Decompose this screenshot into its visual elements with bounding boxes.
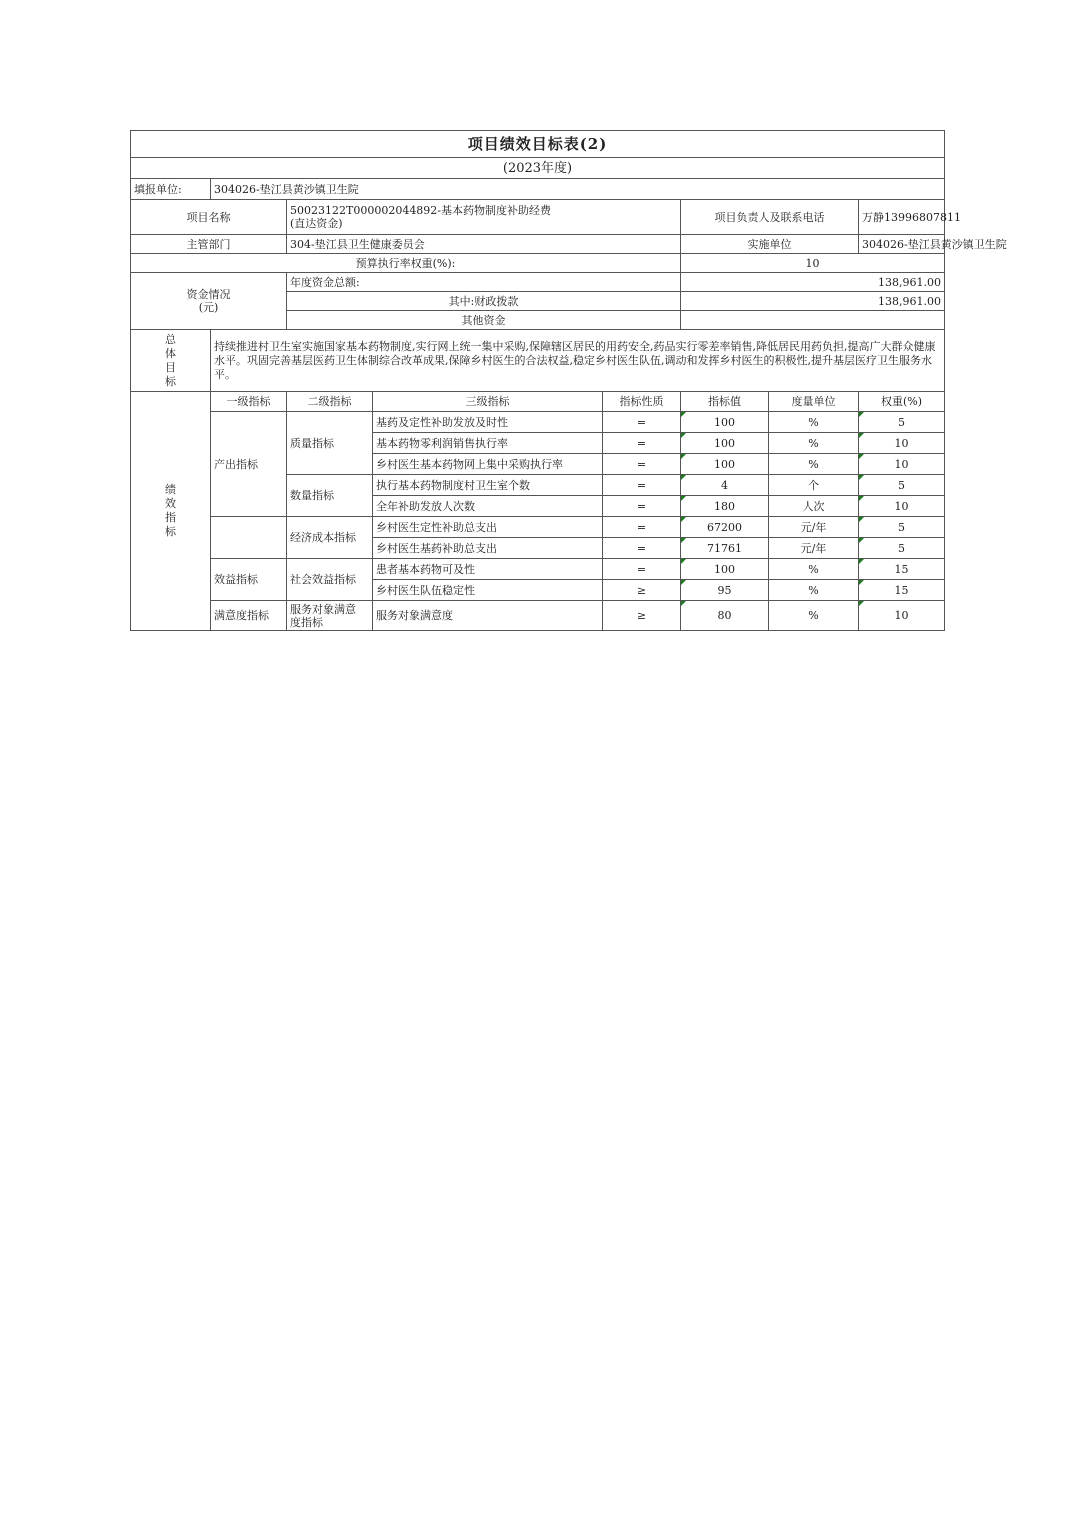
level2-quantity: 数量指标 — [287, 475, 373, 517]
indicator-name: 患者基本药物可及性 — [373, 559, 603, 580]
indicator-nature: = — [603, 517, 681, 538]
indicator-name: 乡村医生定性补助总支出 — [373, 517, 603, 538]
funds-label — [131, 273, 287, 330]
overall-goal-text: 持续推进村卫生室实施国家基本药物制度,实行网上统一集中采购,保障辖区居民的用药安全,药品实行零差率销售,降低居民用药负担,提高广大群众健康水平。巩固完善基层医药卫生体制综合改革成果,保障乡村医生的合法权益,稳定乡村医生队伍,调动和发挥乡村医生的积极性,提升基层医疗卫生服务水平。 — [211, 330, 945, 392]
overall-goal-label: 总体目标 — [131, 330, 211, 392]
indicator-value: 71761 — [681, 538, 769, 559]
indicator-unit: 元/年 — [769, 517, 859, 538]
budget-weight-value: 10 — [681, 254, 945, 273]
dept-label: 主管部门 — [131, 235, 287, 254]
level1-satisfaction: 满意度指标 — [211, 601, 287, 631]
indicator-weight: 5 — [859, 517, 945, 538]
indicator-value: 180 — [681, 496, 769, 517]
funds-other-label: 其他资金 — [287, 311, 681, 330]
filler-label: 填报单位: — [131, 179, 211, 200]
table-year: (2023年度) — [131, 158, 945, 179]
indicator-weight: 10 — [859, 454, 945, 475]
contact-value: 万静13996807811 — [859, 200, 945, 235]
filler-value: 304026-垫江县黄沙镇卫生院 — [211, 179, 945, 200]
indicator-value: 100 — [681, 454, 769, 475]
perf-label: 绩效指标 — [131, 392, 211, 631]
level1-benefit: 效益指标 — [211, 559, 287, 601]
impl-unit-value: 304026-垫江县黄沙镇卫生院 — [859, 235, 945, 254]
table-row — [131, 412, 945, 433]
indicator-unit: 元/年 — [769, 538, 859, 559]
funds-total-label: 年度资金总额: — [287, 273, 681, 292]
indicator-name: 执行基本药物制度村卫生室个数 — [373, 475, 603, 496]
indicator-unit: % — [769, 580, 859, 601]
table-row — [131, 601, 945, 631]
indicator-value: 4 — [681, 475, 769, 496]
level1-output: 产出指标 — [211, 412, 287, 517]
indicator-value: 80 — [681, 601, 769, 631]
project-name-line2: (直达资金) — [290, 217, 343, 230]
header-unit: 度量单位 — [769, 392, 859, 412]
level2-service — [287, 601, 373, 631]
indicator-unit: 个 — [769, 475, 859, 496]
indicator-value: 67200 — [681, 517, 769, 538]
project-name-line1: 50023122T000002044892-基本药物制度补助经费 — [290, 204, 552, 217]
indicator-name: 服务对象满意度 — [373, 601, 603, 631]
indicator-value: 100 — [681, 559, 769, 580]
impl-unit-label: 实施单位 — [681, 235, 859, 254]
funds-total-value: 138,961.00 — [681, 273, 945, 292]
funds-fiscal-label: 其中:财政拨款 — [287, 292, 681, 311]
indicator-name: 乡村医生基本药物网上集中采购执行率 — [373, 454, 603, 475]
performance-goal-sheet — [130, 130, 1007, 631]
header-level1: 一级指标 — [211, 392, 287, 412]
indicator-weight: 15 — [859, 580, 945, 601]
indicator-weight: 5 — [859, 412, 945, 433]
indicator-unit: % — [769, 601, 859, 631]
performance-table — [130, 130, 1007, 631]
level2-service-line2: 度指标 — [290, 615, 323, 629]
indicator-unit: % — [769, 454, 859, 475]
indicator-weight: 10 — [859, 433, 945, 454]
level2-service-line1: 服务对象满意 — [290, 602, 356, 616]
indicator-nature: = — [603, 475, 681, 496]
header-value: 指标值 — [681, 392, 769, 412]
indicator-unit: % — [769, 559, 859, 580]
indicator-unit: % — [769, 412, 859, 433]
indicator-nature: ≥ — [603, 580, 681, 601]
indicator-nature: = — [603, 559, 681, 580]
indicator-unit: 人次 — [769, 496, 859, 517]
indicator-nature: = — [603, 412, 681, 433]
contact-label: 项目负责人及联系电话 — [681, 200, 859, 235]
funds-label-line1: 资金情况 — [186, 288, 231, 301]
project-name-label: 项目名称 — [131, 200, 287, 235]
funds-other-value — [681, 311, 945, 330]
table-title: 项目绩效目标表(2) — [131, 131, 945, 158]
indicator-value: 100 — [681, 433, 769, 454]
header-nature: 指标性质 — [603, 392, 681, 412]
header-level3: 三级指标 — [373, 392, 603, 412]
indicator-weight: 5 — [859, 475, 945, 496]
level2-social: 社会效益指标 — [287, 559, 373, 601]
header-level2: 二级指标 — [287, 392, 373, 412]
indicator-weight: 10 — [859, 601, 945, 631]
indicator-name: 基本药物零利润销售执行率 — [373, 433, 603, 454]
funds-label-line2: (元) — [198, 301, 219, 314]
level2-economic: 经济成本指标 — [287, 517, 373, 559]
level1-empty — [211, 517, 287, 559]
table-row — [131, 517, 945, 538]
indicator-nature: = — [603, 538, 681, 559]
indicator-value: 95 — [681, 580, 769, 601]
indicator-weight: 5 — [859, 538, 945, 559]
funds-fiscal-value: 138,961.00 — [681, 292, 945, 311]
indicator-name: 乡村医生队伍稳定性 — [373, 580, 603, 601]
indicator-weight: 15 — [859, 559, 945, 580]
indicator-value: 100 — [681, 412, 769, 433]
level2-quality: 质量指标 — [287, 412, 373, 475]
indicator-nature: = — [603, 454, 681, 475]
indicator-weight: 10 — [859, 496, 945, 517]
project-name-value — [287, 200, 681, 235]
budget-weight-label: 预算执行率权重(%): — [131, 254, 681, 273]
indicator-nature: = — [603, 496, 681, 517]
dept-value: 304-垫江县卫生健康委员会 — [287, 235, 681, 254]
indicator-unit: % — [769, 433, 859, 454]
header-weight: 权重(%) — [859, 392, 945, 412]
indicator-name: 基药及定性补助发放及时性 — [373, 412, 603, 433]
indicator-nature: ≥ — [603, 601, 681, 631]
indicator-name: 乡村医生基药补助总支出 — [373, 538, 603, 559]
indicator-name: 全年补助发放人次数 — [373, 496, 603, 517]
table-row — [131, 559, 945, 580]
indicator-nature: = — [603, 433, 681, 454]
